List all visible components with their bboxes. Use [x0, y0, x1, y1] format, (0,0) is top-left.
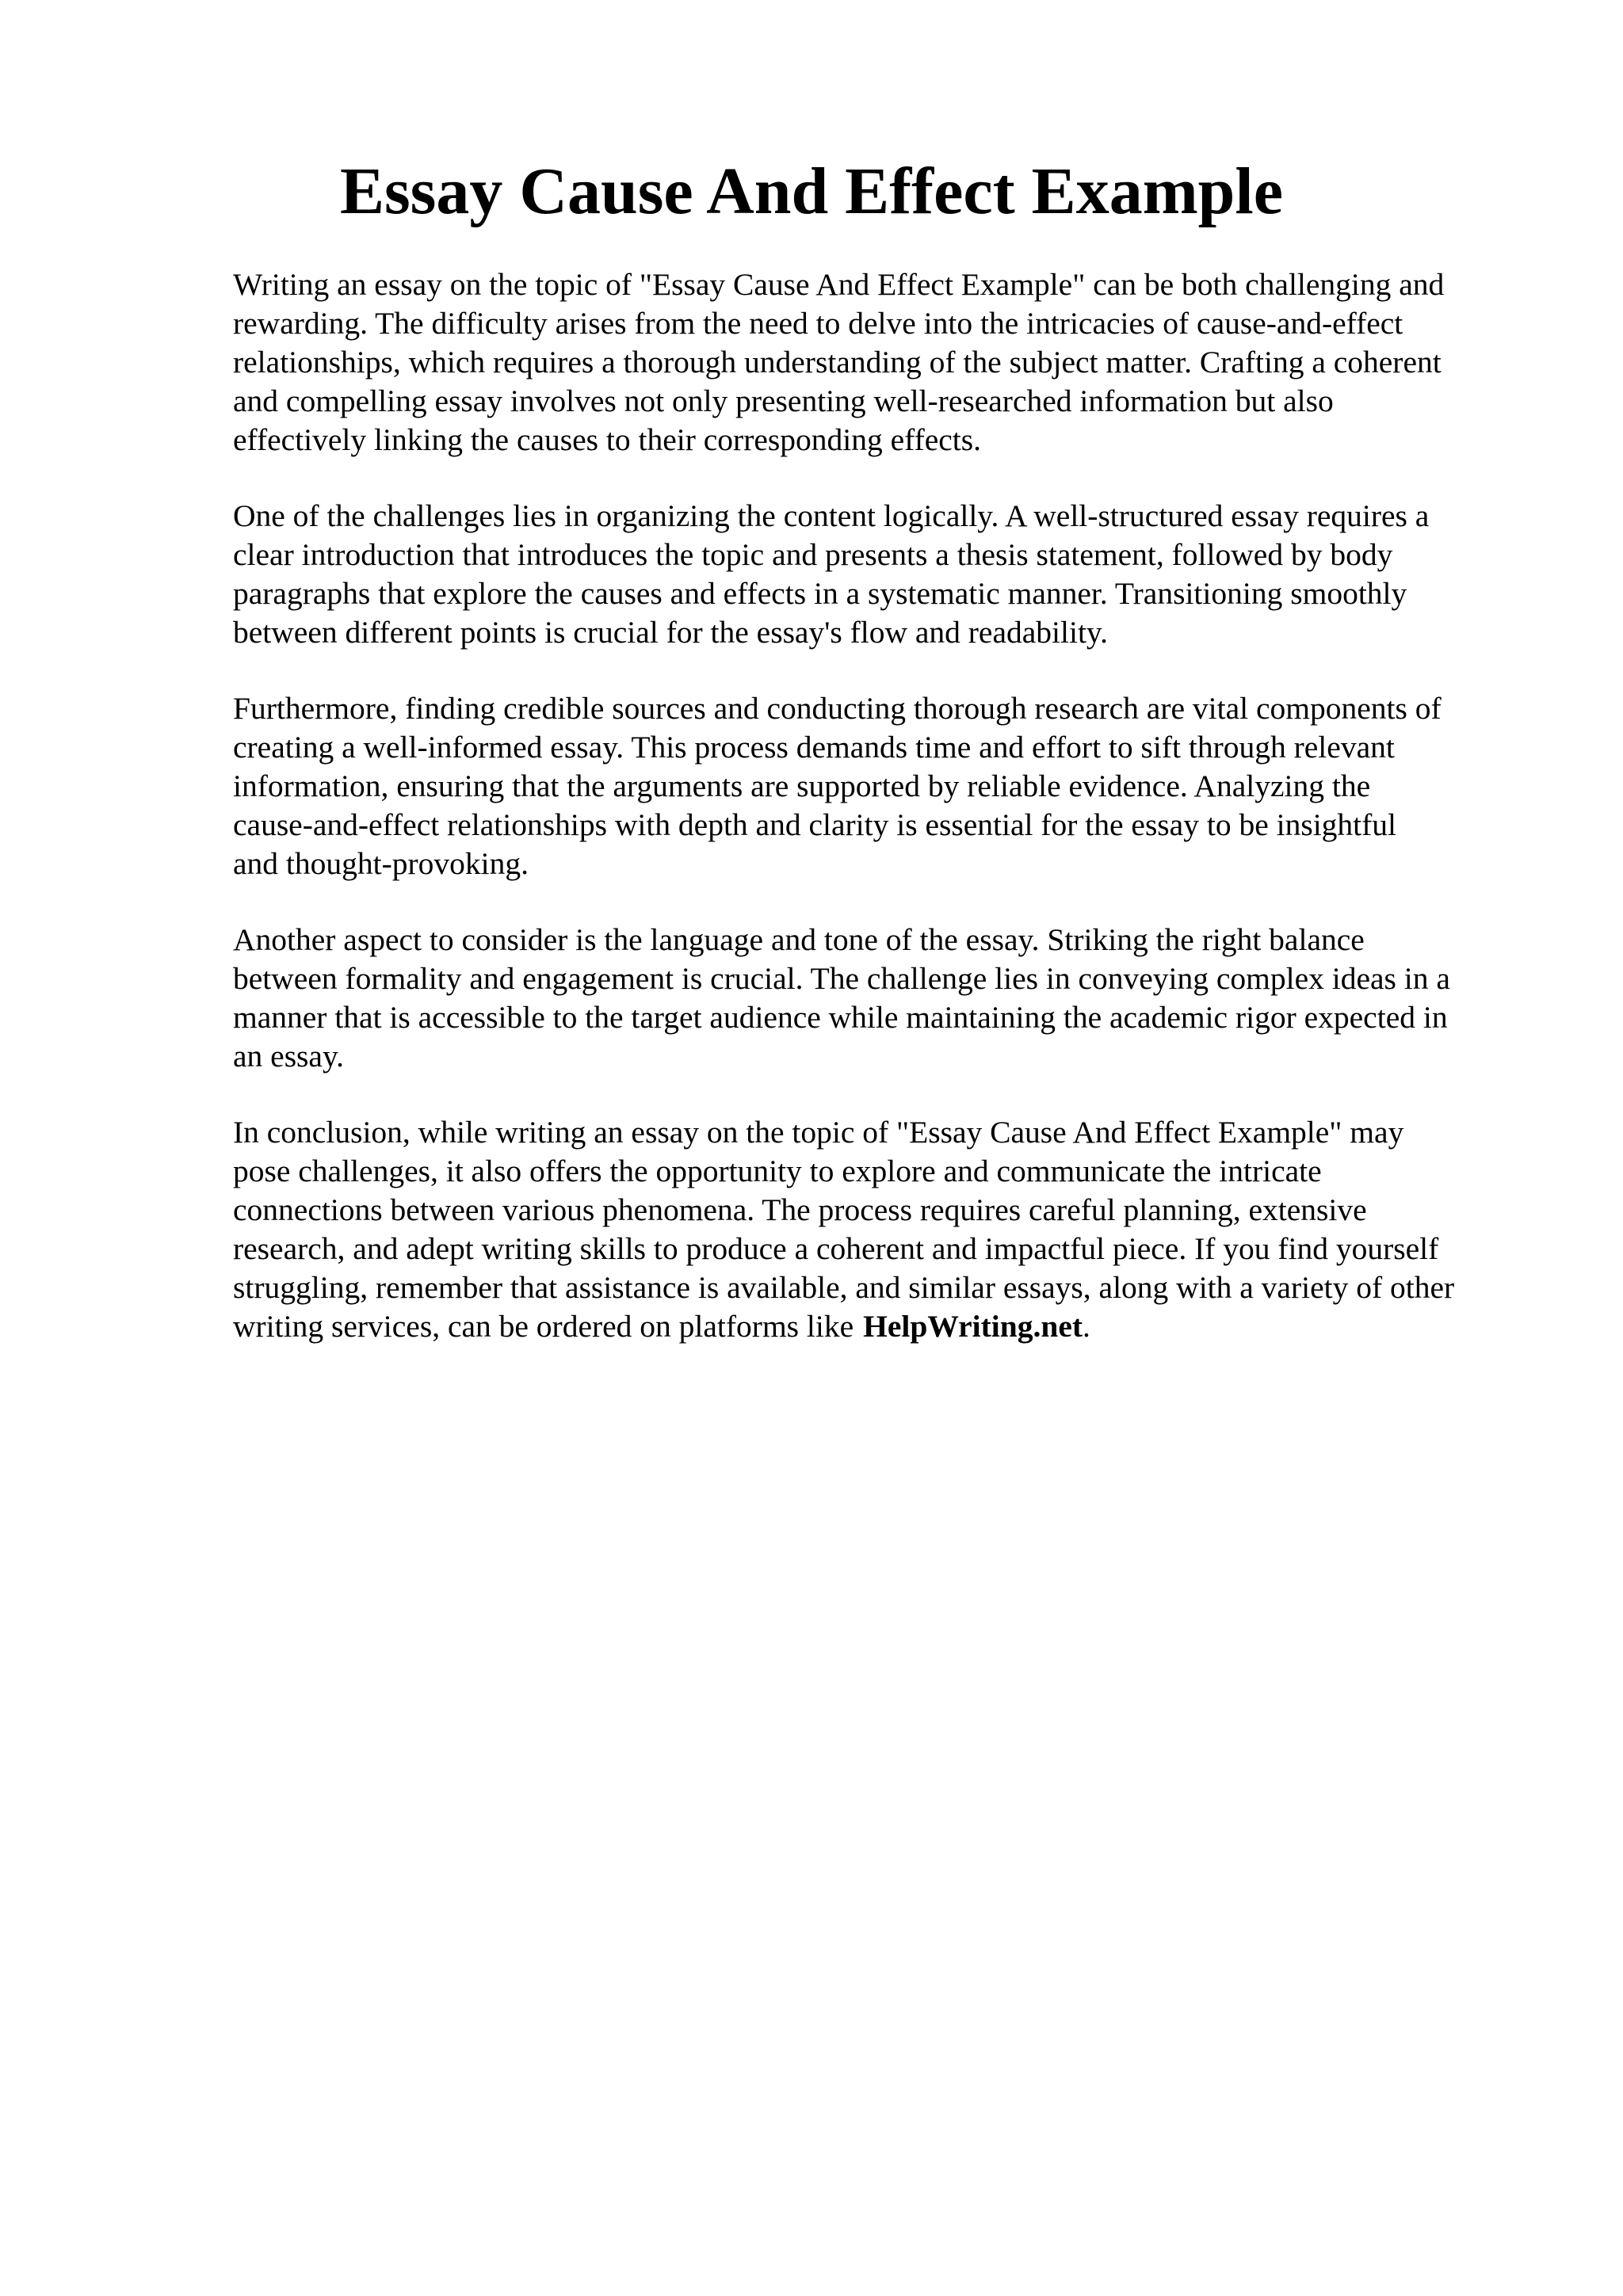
text-line: pose challenges, it also offers the opportunity to explore and communicate the intricate [233, 1154, 1322, 1188]
paragraph-4 [233, 921, 1533, 1076]
page-title: Essay Cause And Effect Example [339, 154, 1284, 228]
text-line: between different points is crucial for the essay's flow and readability. [233, 615, 1108, 650]
text-line: Writing an essay on the topic of "Essay Cause And Effect Example" can be both challenging and [233, 267, 1445, 302]
final-line-prefix: writing services, can be ordered on platforms like [233, 1309, 854, 1344]
text-line: creating a well-informed essay. This process demands time and effort to sift through relevant [233, 730, 1395, 765]
text-line: between formality and engagement is crucial. The challenge lies in conveying complex ideas in a [233, 961, 1450, 996]
text-line: One of the challenges lies in organizing the content logically. A well-structured essay requires a [233, 498, 1430, 533]
text-line: effectively linking the causes to their corresponding effects. [233, 422, 982, 457]
helpwriting-link[interactable]: HelpWriting.net [863, 1309, 1083, 1344]
paragraph-5 [233, 1113, 1533, 1346]
text-line: Furthermore, finding credible sources and conducting thorough research are vital components of [233, 691, 1442, 726]
text-line: research, and adept writing skills to produce a coherent and impactful piece. If you find yourself [233, 1231, 1439, 1266]
text-line: an essay. [233, 1039, 345, 1074]
text-line: manner that is accessible to the target audience while maintaining the academic rigor expected in [233, 1000, 1448, 1035]
text-line: clear introduction that introduces the topic and presents a thesis statement, followed by body [233, 537, 1393, 572]
text-line: cause-and-effect relationships with depth and clarity is essential for the essay to be insightful [233, 807, 1397, 842]
text-line: relationships, which requires a thorough understanding of the subject matter. Crafting a coherent [233, 345, 1442, 379]
text-line: paragraphs that explore the causes and effects in a systematic manner. Transitioning smoothly [233, 576, 1407, 611]
text-line: rewarding. The difficulty arises from the need to delve into the intricacies of cause-and-effect [233, 306, 1403, 341]
essay-body [233, 265, 1533, 1383]
text-line: and compelling essay involves not only presenting well-researched information but also [233, 383, 1334, 418]
text-line: and thought-provoking. [233, 846, 529, 881]
paragraph-3 [233, 689, 1533, 883]
text-line: connections between various phenomena. The process requires careful planning, extensive [233, 1192, 1367, 1227]
paragraph-2 [233, 497, 1533, 652]
text-line: struggling, remember that assistance is available, and similar essays, along with a variety of other [233, 1270, 1455, 1305]
text-line: information, ensuring that the arguments are supported by reliable evidence. Analyzing the [233, 769, 1371, 803]
paragraph-1 [233, 265, 1533, 460]
final-text-line [233, 1307, 1533, 1346]
final-line-suffix: . [1083, 1309, 1090, 1344]
text-line: Another aspect to consider is the language and tone of the essay. Striking the right balance [233, 922, 1365, 957]
text-line: In conclusion, while writing an essay on the topic of "Essay Cause And Effect Example" may [233, 1115, 1404, 1150]
